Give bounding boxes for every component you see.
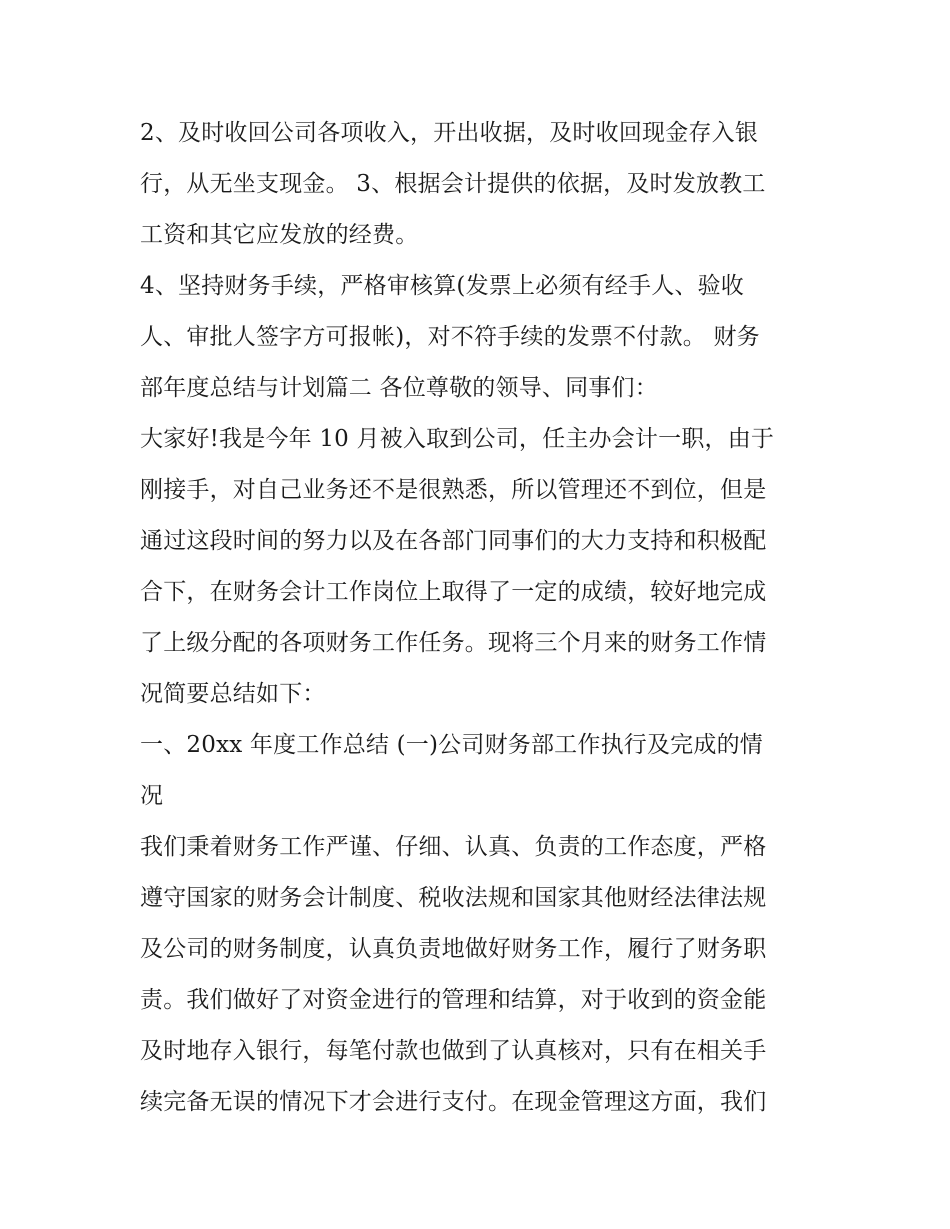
text-line: 大家好!我是今年 10 月被入取到公司，任主办会计一职，由于: [140, 426, 775, 452]
text-line: 2、及时收回公司各项收入，开出收据，及时收回现金存入银: [140, 120, 759, 146]
text-line: 及公司的财务制度，认真负责地做好财务工作，履行了财务职: [140, 936, 767, 962]
text-line: 续完备无误的情况下才会进行支付。在现金管理这方面，我们: [140, 1089, 767, 1115]
text-line: 合下，在财务会计工作岗位上取得了一定的成绩，较好地完成: [140, 579, 767, 605]
text-line: 况简要总结如下：: [140, 681, 326, 707]
document-body: [140, 108, 812, 1128]
text-line: 人、审批人签字方可报帐)，对不符手续的发票不付款。 财务: [140, 324, 760, 350]
text-line: 及时地存入银行，每笔付款也做到了认真核对，只有在相关手: [140, 1038, 767, 1064]
text-line: 一、20xx 年度工作总结 (一)公司财务部工作执行及完成的情: [140, 732, 763, 758]
text-line: 工资和其它应发放的经费。: [140, 222, 419, 248]
text-line: 通过这段时间的努力以及在各部门同事们的大力支持和积极配: [140, 528, 767, 554]
text-line: 行，从无坐支现金。 3、根据会计提供的依据，及时发放教工: [140, 171, 766, 197]
text-line: 4、坚持财务手续，严格审核算(发票上必须有经手人、验收: [140, 273, 745, 299]
text-line: 我们秉着财务工作严谨、仔细、认真、负责的工作态度，严格: [140, 834, 767, 860]
text-line: 部年度总结与计划篇二 各位尊敬的领导、同事们：: [140, 375, 658, 401]
text-line: 遵守国家的财务会计制度、税收法规和国家其他财经法律法规: [140, 885, 767, 911]
text-line: 况: [140, 783, 164, 809]
text-line: 刚接手，对自己业务还不是很熟悉，所以管理还不到位，但是: [140, 477, 767, 503]
text-line: 责。我们做好了对资金进行的管理和结算，对于收到的资金能: [140, 987, 767, 1013]
text-line: 了上级分配的各项财务工作任务。现将三个月来的财务工作情: [140, 630, 767, 656]
